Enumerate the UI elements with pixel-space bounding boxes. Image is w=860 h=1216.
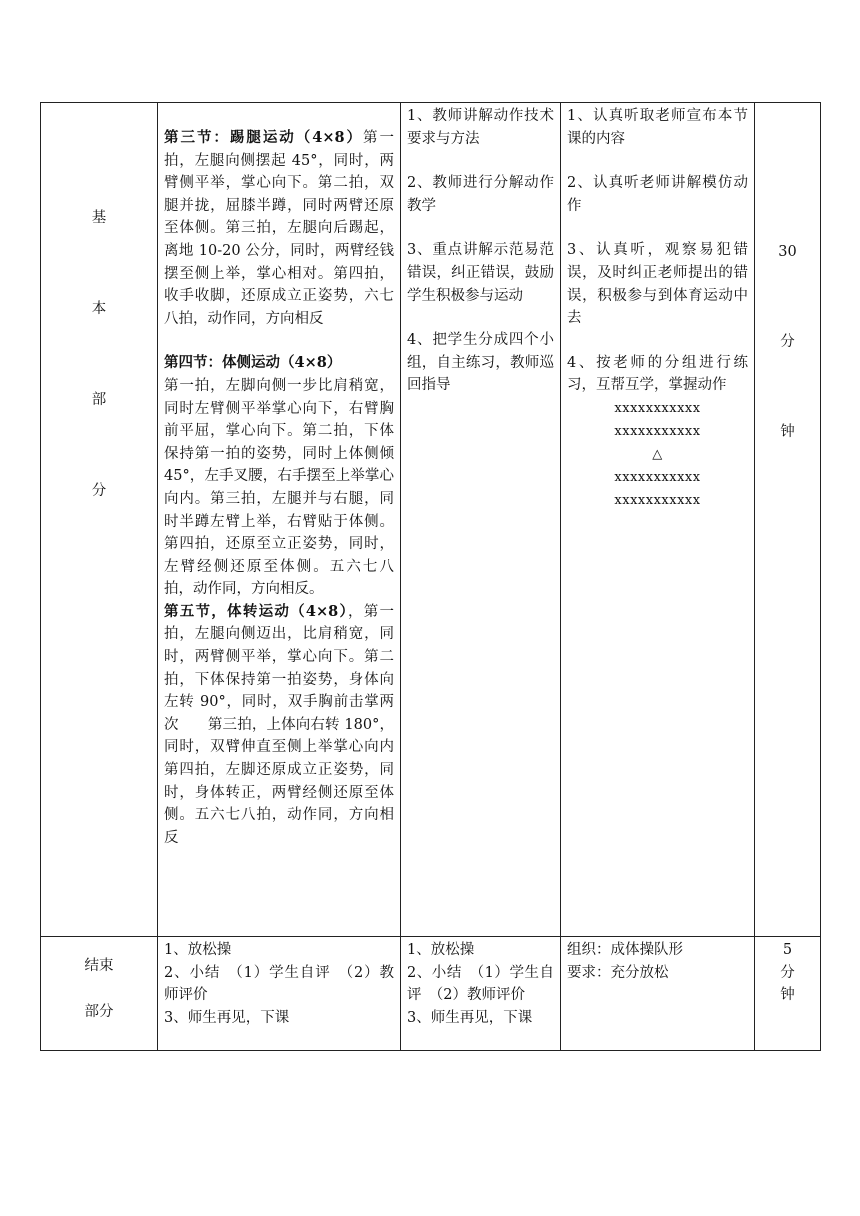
teacher-position-marker: △ <box>652 446 663 462</box>
student-item: 2、认真听老师讲解模仿动作 <box>567 175 748 214</box>
formation-row: xxxxxxxxxxx <box>614 492 701 508</box>
section-5-title: 第五节，体转运动（4×8） <box>164 602 348 620</box>
end-teacher-item: 3、师生再见，下课 <box>407 1009 533 1026</box>
section-4-paragraph <box>164 352 394 375</box>
student-item: 1、认真听取老师宣布本节课的内容 <box>567 108 748 147</box>
teacher-item: 3、重点讲解示范易范错误，纠正错误，鼓励学生积极参与运动 <box>407 242 554 304</box>
end-content-item: 1、放松操 <box>164 942 232 958</box>
end-teacher-cell <box>401 937 561 1051</box>
end-student-item: 要求：充分放松 <box>567 964 669 981</box>
basic-part-label <box>41 103 158 937</box>
end-content-item: 3、师生再见，下课 <box>164 1009 290 1026</box>
label-char: 本 <box>91 301 107 317</box>
teacher-item: 4、把学生分成四个小组，自主练习，教师巡回指导 <box>407 332 554 394</box>
end-student-cell <box>561 937 755 1051</box>
section-3-title: 第三节：踢腿运动（4×8） <box>164 129 364 146</box>
teacher-item: 1、教师讲解动作技术要求与方法 <box>407 108 554 147</box>
time-unit-char: 分 <box>780 334 795 350</box>
teacher-item: 2、教师进行分解动作教学 <box>407 175 554 214</box>
label-char: 部 <box>91 392 107 408</box>
section-4-title: 第四节：体侧运动（4×8） <box>164 354 342 372</box>
basic-student-cell <box>561 103 755 937</box>
formation-row: xxxxxxxxxxx <box>614 423 701 439</box>
end-content-item: 2、小结 （1）学生自评 （2）教师评价 <box>164 964 394 1004</box>
basic-time-cell <box>755 103 821 937</box>
time-unit-char: 钟 <box>780 987 795 1004</box>
formation-row: xxxxxxxxxxx <box>614 400 701 416</box>
end-part-row <box>41 937 821 1051</box>
student-item: 3、认真听，观察易犯错误，及时纠正老师提出的错误，积极参与到体育运动中去 <box>567 242 748 327</box>
section-4-text: 第一拍，左脚向侧一步比肩稍宽，同时左臂侧平举掌心向下，右臂胸前平屈，掌心向下。第二拍，下体保持第一拍的姿势，同时上体侧倾 45°，左手叉腰，右手摆至上举掌心向内。第三拍，左腿并与右腿，同时半蹲左臂上举，右臂贴于体侧。第四拍，还原至立正姿势，同时，左臂经侧还原至体侧。五六七八拍，动作同，方向相反。 <box>164 377 394 598</box>
end-student-item: 组织：成体操队形 <box>567 942 683 958</box>
basic-teacher-cell <box>401 103 561 937</box>
label-char: 分 <box>91 483 107 499</box>
label-text: 结束 <box>84 958 114 974</box>
end-teacher-item: 2、小结 （1）学生自评 （2）教师评价 <box>407 964 554 1004</box>
end-content-cell <box>158 937 401 1051</box>
lesson-plan-table <box>40 102 821 1051</box>
formation-row: xxxxxxxxxxx <box>614 469 701 485</box>
time-value: 5 <box>782 942 793 958</box>
section-5-paragraph <box>164 601 423 850</box>
formation-diagram <box>567 397 748 512</box>
label-char: 基 <box>91 210 107 226</box>
basic-content-cell <box>158 103 423 937</box>
section-3-paragraph <box>164 127 394 330</box>
section-5-text: ，第一拍，左腿向侧迈出，比肩稍宽，同时，两臂侧平举，掌心向下。第二拍，下体保持第一拍姿势，身体向左转 90°，同时，双手胸前击掌两次 第三拍，上体向右转 180°，同时，双臂伸直至侧上举掌心向内 第四拍，左脚还原成立正姿势，同时，身体转正，两臂经侧还原至体侧。五六七八拍，动作同，方向相反 <box>164 603 423 846</box>
end-part-label <box>41 937 158 1051</box>
end-teacher-item: 1、放松操 <box>407 942 475 958</box>
section-3-text: 第一拍，左腿向侧摆起 45°，同时，两臂侧平举，掌心向下。第二拍，双腿并拢，屈膝半蹲，同时两臂还原至体侧。第三拍，左腿向后踢起，离地 10-20 公分，同时，两臂经钱摆至侧上举，掌心相对。第四拍，收手收脚，还原成立正姿势，六七八拍，动作同，方向相反 <box>164 130 395 327</box>
basic-part-row <box>41 103 821 937</box>
time-value: 30 <box>778 244 797 260</box>
label-text: 部分 <box>84 1004 114 1020</box>
time-unit-char: 钟 <box>780 424 795 440</box>
student-item: 4、按老师的分组进行练习，互帮互学，掌握动作 <box>567 354 748 394</box>
end-time-cell <box>755 937 821 1051</box>
time-unit-char: 分 <box>780 964 795 981</box>
